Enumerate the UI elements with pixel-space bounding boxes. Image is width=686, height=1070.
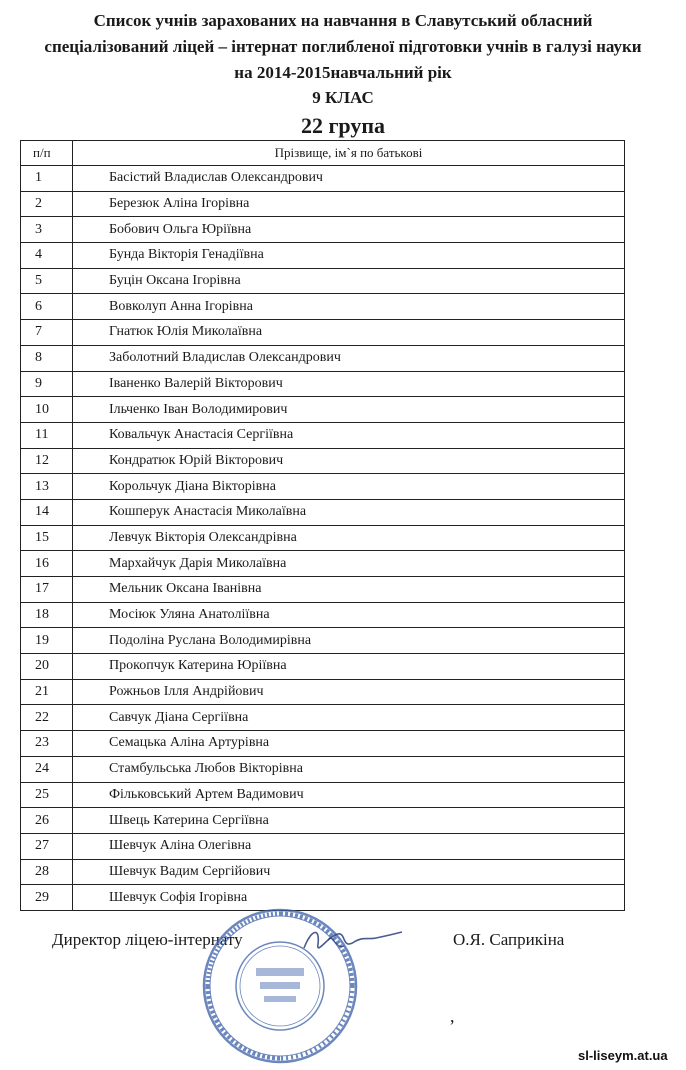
- row-number: 16: [21, 551, 73, 577]
- handwritten-signature-icon: [298, 920, 408, 960]
- table-row: [21, 602, 625, 628]
- signatory-name: О.Я. Саприкіна: [453, 930, 565, 949]
- table-row: [21, 782, 625, 808]
- student-name: Левчук Вікторія Олександрівна: [73, 525, 625, 551]
- row-number: 17: [21, 577, 73, 603]
- student-name: Мельник Оксана Іванівна: [73, 577, 625, 603]
- row-number: 23: [21, 731, 73, 757]
- row-number: 4: [21, 243, 73, 269]
- table-row: [21, 628, 625, 654]
- row-number: 25: [21, 782, 73, 808]
- row-number: 1: [21, 166, 73, 192]
- row-number: 26: [21, 808, 73, 834]
- table-row: [21, 499, 625, 525]
- table-row: [21, 217, 625, 243]
- website-watermark: sl-liseym.at.ua: [578, 1048, 668, 1063]
- row-number: 7: [21, 320, 73, 346]
- row-number: 29: [21, 885, 73, 911]
- table-row: [21, 397, 625, 423]
- student-name: Гнатюк Юлія Миколаївна: [73, 320, 625, 346]
- table-row: [21, 808, 625, 834]
- student-name: Ковальчук Анастасія Сергіївна: [73, 422, 625, 448]
- student-name: Заболотний Владислав Олександрович: [73, 345, 625, 371]
- row-number: 6: [21, 294, 73, 320]
- document-title-line-2: спеціалізований ліцей – інтернат поглибленої підготовки учнів в галузі науки: [44, 37, 642, 56]
- column-header-name: Прізвище, ім`я по батькові: [73, 141, 625, 166]
- student-name: Кондратюк Юрій Вікторович: [73, 448, 625, 474]
- table-row: [21, 705, 625, 731]
- signatory-title: Директор ліцею-інтернату: [52, 930, 243, 949]
- row-number: 14: [21, 499, 73, 525]
- row-number: 19: [21, 628, 73, 654]
- group-heading: 22 група: [300, 113, 386, 138]
- row-number: 18: [21, 602, 73, 628]
- student-table: [20, 140, 625, 911]
- table-row: [21, 654, 625, 680]
- row-number: 15: [21, 525, 73, 551]
- table-row: [21, 448, 625, 474]
- student-name: Савчук Діана Сергіївна: [73, 705, 625, 731]
- student-name: Шевчук Вадим Сергійович: [73, 859, 625, 885]
- row-number: 10: [21, 397, 73, 423]
- student-name: Іваненко Валерій Вікторович: [73, 371, 625, 397]
- row-number: 2: [21, 191, 73, 217]
- table-row: [21, 345, 625, 371]
- table-row: [21, 243, 625, 269]
- student-name: Бунда Вікторія Генадіївна: [73, 243, 625, 269]
- table-row: [21, 294, 625, 320]
- row-number: 3: [21, 217, 73, 243]
- student-name: Кошперук Анастасія Миколаївна: [73, 499, 625, 525]
- column-header-number: п/п: [21, 141, 73, 166]
- student-name: Буцін Оксана Ігорівна: [73, 268, 625, 294]
- student-name: Бобович Ольга Юріївна: [73, 217, 625, 243]
- table-row: [21, 320, 625, 346]
- table-row: [21, 756, 625, 782]
- row-number: 11: [21, 422, 73, 448]
- student-name: Рожньов Ілля Андрійович: [73, 679, 625, 705]
- table-row: [21, 474, 625, 500]
- student-name: Фільковський Артем Вадимович: [73, 782, 625, 808]
- row-number: 20: [21, 654, 73, 680]
- table-row: [21, 679, 625, 705]
- student-name: Мосіюк Уляна Анатоліївна: [73, 602, 625, 628]
- row-number: 21: [21, 679, 73, 705]
- class-heading: 9 КЛАС: [312, 88, 374, 107]
- table-row: [21, 422, 625, 448]
- student-name: Басістий Владислав Олександрович: [73, 166, 625, 192]
- table-row: [21, 525, 625, 551]
- document-title-line-1: Список учнів зарахованих на навчання в Славутський обласний: [93, 11, 593, 30]
- row-number: 13: [21, 474, 73, 500]
- table-header-row: [21, 141, 625, 166]
- table-row: [21, 268, 625, 294]
- student-name: Семацька Аліна Артурівна: [73, 731, 625, 757]
- student-name: Березюк Аліна Ігорівна: [73, 191, 625, 217]
- row-number: 8: [21, 345, 73, 371]
- ink-mark: ,: [450, 1006, 455, 1026]
- row-number: 28: [21, 859, 73, 885]
- row-number: 5: [21, 268, 73, 294]
- student-name: Подоліна Руслана Володимирівна: [73, 628, 625, 654]
- table-row: [21, 731, 625, 757]
- table-row: [21, 551, 625, 577]
- table-row: [21, 191, 625, 217]
- table-row: [21, 371, 625, 397]
- row-number: 22: [21, 705, 73, 731]
- table-row: [21, 833, 625, 859]
- table-row: [21, 859, 625, 885]
- student-name: Прокопчук Катерина Юріївна: [73, 654, 625, 680]
- student-name: Швець Катерина Сергіївна: [73, 808, 625, 834]
- student-name: Шевчук Софія Ігорівна: [73, 885, 625, 911]
- student-name: Ільченко Іван Володимирович: [73, 397, 625, 423]
- student-name: Стамбульська Любов Вікторівна: [73, 756, 625, 782]
- table-row: [21, 577, 625, 603]
- student-name: Вовколуп Анна Ігорівна: [73, 294, 625, 320]
- row-number: 24: [21, 756, 73, 782]
- row-number: 9: [21, 371, 73, 397]
- student-name: Мархайчук Дарія Миколаївна: [73, 551, 625, 577]
- student-name: Шевчук Аліна Олегівна: [73, 833, 625, 859]
- table-row: [21, 166, 625, 192]
- row-number: 12: [21, 448, 73, 474]
- row-number: 27: [21, 833, 73, 859]
- document-title-line-3: на 2014-2015навчальний рік: [234, 63, 452, 82]
- student-name: Корольчук Діана Вікторівна: [73, 474, 625, 500]
